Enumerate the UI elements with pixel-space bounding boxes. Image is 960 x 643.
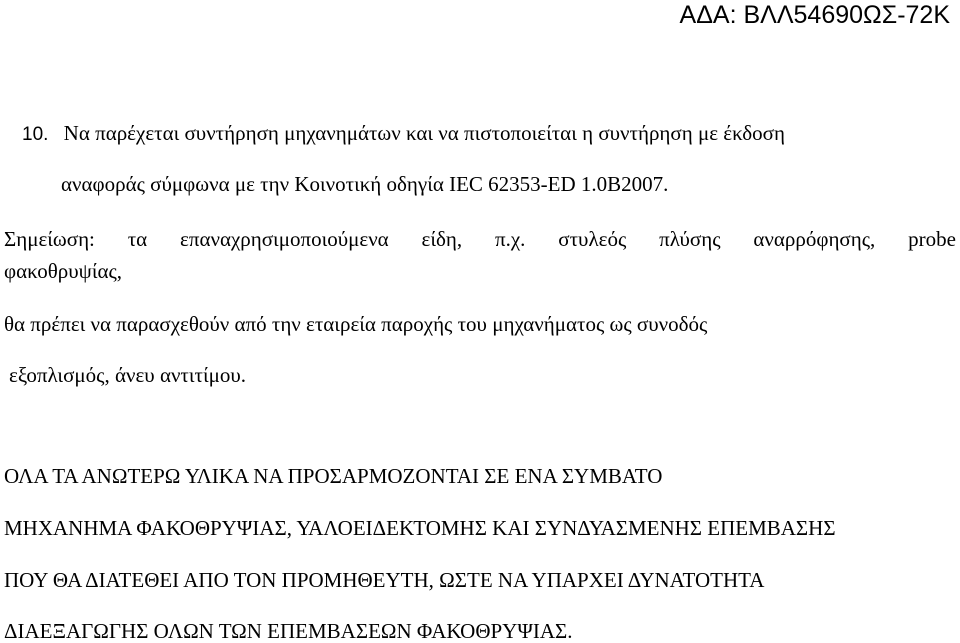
note-word: αναρρόφησης, bbox=[753, 227, 876, 251]
note-word: π.χ. bbox=[495, 227, 526, 251]
note-word: είδη, bbox=[421, 227, 463, 251]
requirement-line-4: ΔΙΑΕΞΑΓΩΓΗΣ ΟΛΩΝ ΤΩΝ ΕΠΕΜΒΑΣΕΩΝ ΦΑΚΟΘΡΥΨΙΑΣ. bbox=[4, 619, 573, 643]
note-word: probe bbox=[908, 227, 956, 251]
note-line-1 bbox=[4, 227, 956, 251]
note-word: στυλεός bbox=[558, 227, 627, 251]
requirement-line-3: ΠΟΥ ΘΑ ΔΙΑΤΕΘΕΙ ΑΠΟ ΤΟΝ ΠΡΟΜΗΘΕΥΤΗ, ΩΣΤΕ ΝΑ ΥΠΑΡΧΕΙ ΔΥΝΑΤΟΤΗΤΑ bbox=[4, 568, 765, 592]
item-10-line-2: αναφοράς σύμφωνα με την Κοινοτική οδηγία IEC 62353-ED 1.0B2007. bbox=[61, 172, 669, 196]
item-10-line-1 bbox=[22, 121, 785, 147]
note-word: πλύσης bbox=[659, 227, 721, 251]
item-number: 10. bbox=[22, 124, 49, 145]
note-line-4: εξοπλισμός, άνευ αντιτίμου. bbox=[9, 363, 247, 387]
ada-document-code: ΑΔΑ: ΒΛΛ54690ΩΣ-72Κ bbox=[679, 1, 950, 29]
note-word: Σημείωση: bbox=[4, 227, 95, 251]
item-10-text-1: Να παρέχεται συντήρηση μηχανημάτων και να πιστοποιείται η συντήρηση με έκδοση bbox=[63, 121, 785, 145]
note-line-2: φακοθρυψίας, bbox=[4, 259, 123, 283]
requirement-line-1: ΟΛΑ ΤΑ ΑΝΩΤΕΡΩ ΥΛΙΚΑ ΝΑ ΠΡΟΣΑΡΜΟΖΟΝΤΑΙ ΣΕ ΕΝΑ ΣΥΜΒΑΤΟ bbox=[4, 464, 663, 488]
requirement-line-2: ΜΗΧΑΝΗΜΑ ΦΑΚΟΘΡΥΨΙΑΣ, ΥΑΛΟΕΙΔΕΚΤΟΜΗΣ ΚΑΙ ΣΥΝΔΥΑΣΜΕΝΗΣ ΕΠΕΜΒΑΣΗΣ bbox=[4, 516, 836, 540]
note-word: τα bbox=[127, 227, 148, 251]
note-line-3: θα πρέπει να παρασχεθούν από την εταιρεία παροχής του μηχανήματος ως συνοδός bbox=[4, 312, 708, 336]
note-word: επαναχρησιμοποιούμενα bbox=[180, 227, 389, 251]
